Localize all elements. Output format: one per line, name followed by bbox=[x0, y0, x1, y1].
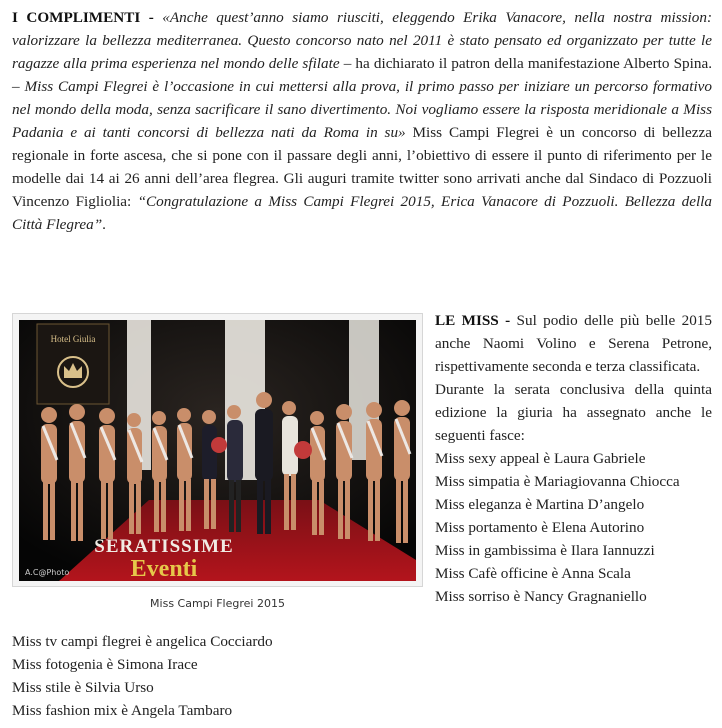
sash-item: Miss stile è Silvia Urso bbox=[12, 679, 154, 696]
intro-quote-1: «Anche quest’anno siamo riusciti, eleggendo Erika Vanacore, nella nostra mission: valorizzare la bellezza mediterranea. Questo concorso nato nel 2011 è stato pensato ed organizzato per tutte le ragazze alla prima esperienza nel mondo delle sfilate bbox=[12, 9, 713, 72]
sash-item: Miss portamento è Elena Autorino bbox=[435, 519, 645, 536]
photo-credit: A.C@Photo bbox=[25, 568, 70, 577]
jury-paragraph: Durante la serata conclusiva della quinta edizione la giuria ha assegnato anche le seguenti fasce: bbox=[435, 381, 712, 444]
intro-paragraph bbox=[12, 6, 712, 236]
photo-caption: Miss Campi Flegrei 2015 bbox=[150, 597, 285, 610]
sash-item: Miss Cafè officine è Anna Scala bbox=[435, 565, 631, 582]
watermark-top: SERATISSIME bbox=[94, 536, 234, 557]
sash-item: Miss fashion mix è Angela Tambaro bbox=[12, 702, 233, 719]
sash-item: Miss sexy appeal è Laura Gabriele bbox=[435, 450, 646, 467]
bouquet-icon bbox=[211, 437, 227, 453]
event-photo-graphic bbox=[19, 320, 416, 581]
intro-quote-3: “Congratulazione a Miss Campi Flegrei 2015, Erica Vanacore di Pozzuoli. Bellezza della Città Flegrea” bbox=[12, 193, 712, 233]
sash-item: Miss eleganza è Martina D’angelo bbox=[435, 496, 645, 513]
watermark-bottom: Eventi bbox=[130, 556, 198, 581]
sash-list-bottom bbox=[12, 630, 712, 722]
podium-text: Sul podio delle più belle 2015 anche Naomi Volino e Serena Petrone, rispettivamente seconda e terza classificata. bbox=[435, 312, 712, 375]
sash-item: Miss simpatia è Mariagiovanna Chiocca bbox=[435, 473, 680, 490]
event-photo[interactable] bbox=[19, 320, 416, 581]
sash-item: Miss in gambissima è Ilara Iannuzzi bbox=[435, 542, 655, 559]
intro-text-3: . bbox=[102, 216, 106, 233]
intro-text-2: Miss Campi Flegrei è un concorso di bellezza regionale in forte ascesa, che si pone con il passare degli anni, l’obiettivo di essere il punto di riferimento per le modelle dai 14 ai 26 anni dell’area flegrea. Gli auguri tramite twitter sono arrivati anche dal Sindaco di Pozzuoli Vincenzo Figliolia: bbox=[12, 124, 712, 210]
miss-heading: LE MISS - bbox=[435, 312, 511, 329]
hotel-sign-text: Hotel Giulia bbox=[50, 334, 96, 344]
intro-heading: I COMPLIMENTI - bbox=[12, 9, 154, 26]
intro-quote-2: Miss Campi Flegrei è l’occasione in cui mettersi alla prova, il primo passo per iniziare un percorso formativo nel mondo della moda, senza sacrificare il sano divertimento. Noi vogliamo essere la risposta meridionale a Miss Padania e ai tanti concorsi di bellezza nati da Roma in su» bbox=[12, 78, 713, 141]
sash-item: Miss fotogenia è Simona Irace bbox=[12, 656, 198, 673]
sash-item: Miss tv campi flegrei è angelica Cocciardo bbox=[12, 633, 273, 650]
podium-paragraph bbox=[435, 309, 712, 378]
miss-section bbox=[435, 309, 712, 608]
intro-text-1: – ha dichiarato il patron della manifestazione Alberto Spina. – bbox=[12, 55, 712, 95]
photo-frame bbox=[12, 313, 423, 587]
bouquet-icon bbox=[294, 441, 312, 459]
sash-item: Miss sorriso è Nancy Gragnaniello bbox=[435, 588, 647, 605]
